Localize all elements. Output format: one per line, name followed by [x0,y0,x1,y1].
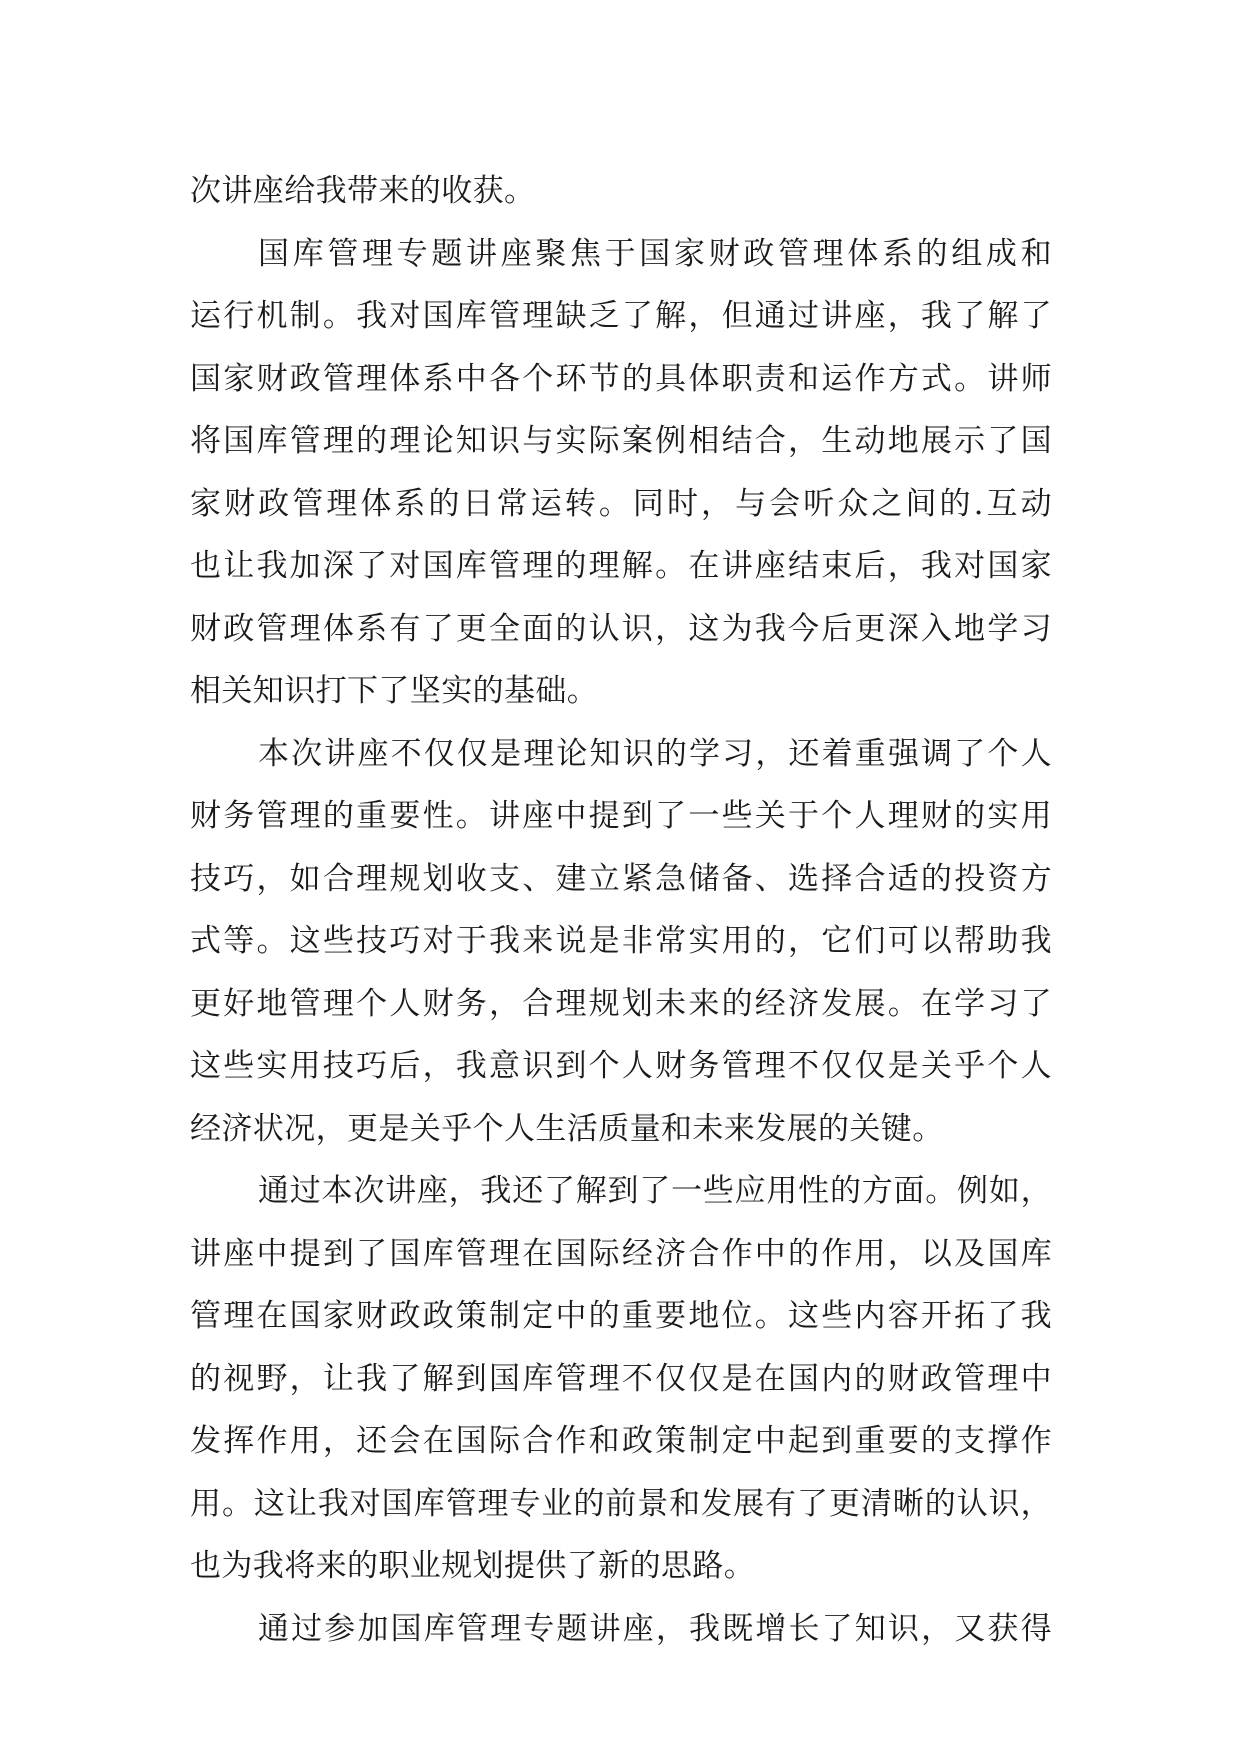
text-line: 国库管理专题讲座聚焦于国家财政管理体系的组成和 [258,235,1052,272]
text-line: 更好地管理个人财务，合理规划未来的经济发展。在学习了 [190,985,1052,1022]
text-line: 也让我加深了对国库管理的理解。在讲座结束后，我对国家 [190,548,1052,584]
paragraph [190,1160,1052,1598]
paragraph [190,723,1052,1161]
text-line: 运行机制。我对国库管理缺乏了解，但通过讲座，我了解了 [190,298,1052,334]
text-line: 这些实用技巧后，我意识到个人财务管理不仅仅是关乎个人 [190,1048,1052,1084]
text-line: 管理在国家财政政策制定中的重要地位。这些内容开拓了我 [190,1298,1052,1334]
text-line: 本次讲座不仅仅是理论知识的学习，还着重强调了个人 [258,735,1052,772]
text-line: 次讲座给我带来的收获。 [190,173,536,209]
text-line: 财务管理的重要性。讲座中提到了一些关于个人理财的实用 [190,798,1052,834]
paragraph [190,1598,1052,1661]
text-line: 通过参加国库管理专题讲座，我既增长了知识，又获得 [258,1610,1052,1647]
document-body [190,160,1052,1660]
paragraph [190,223,1052,723]
paragraph [190,160,1052,223]
text-line: 国家财政管理体系中各个环节的具体职责和运作方式。讲师 [190,360,1052,397]
text-line: 通过本次讲座，我还了解到了一些应用性的方面。例如， [258,1173,1052,1209]
text-line: 也为我将来的职业规划提供了新的思路。 [190,1548,756,1584]
text-line: 用。这让我对国库管理专业的前景和发展有了更清晰的认识， [190,1485,1052,1522]
text-line: 讲座中提到了国库管理在国际经济合作中的作用，以及国库 [190,1235,1052,1272]
text-line: 相关知识打下了坚实的基础。 [190,673,599,709]
text-line: 将国库管理的理论知识与实际案例相结合，生动地展示了国 [190,423,1052,459]
text-line: 技巧，如合理规划收支、建立紧急储备、选择合适的投资方 [190,860,1052,897]
text-line: 财政管理体系有了更全面的认识，这为我今后更深入地学习 [190,610,1052,647]
text-line: 的视野，让我了解到国库管理不仅仅是在国内的财政管理中 [190,1360,1052,1397]
text-line: 经济状况，更是关乎个人生活质量和未来发展的关键。 [190,1110,944,1147]
text-line: 式等。这些技巧对于我来说是非常实用的，它们可以帮助我 [190,923,1052,959]
text-line: 发挥作用，还会在国际合作和政策制定中起到重要的支撑作 [190,1423,1052,1459]
text-line: 家财政管理体系的日常运转。同时，与会听众之间的.互动 [190,485,1052,522]
